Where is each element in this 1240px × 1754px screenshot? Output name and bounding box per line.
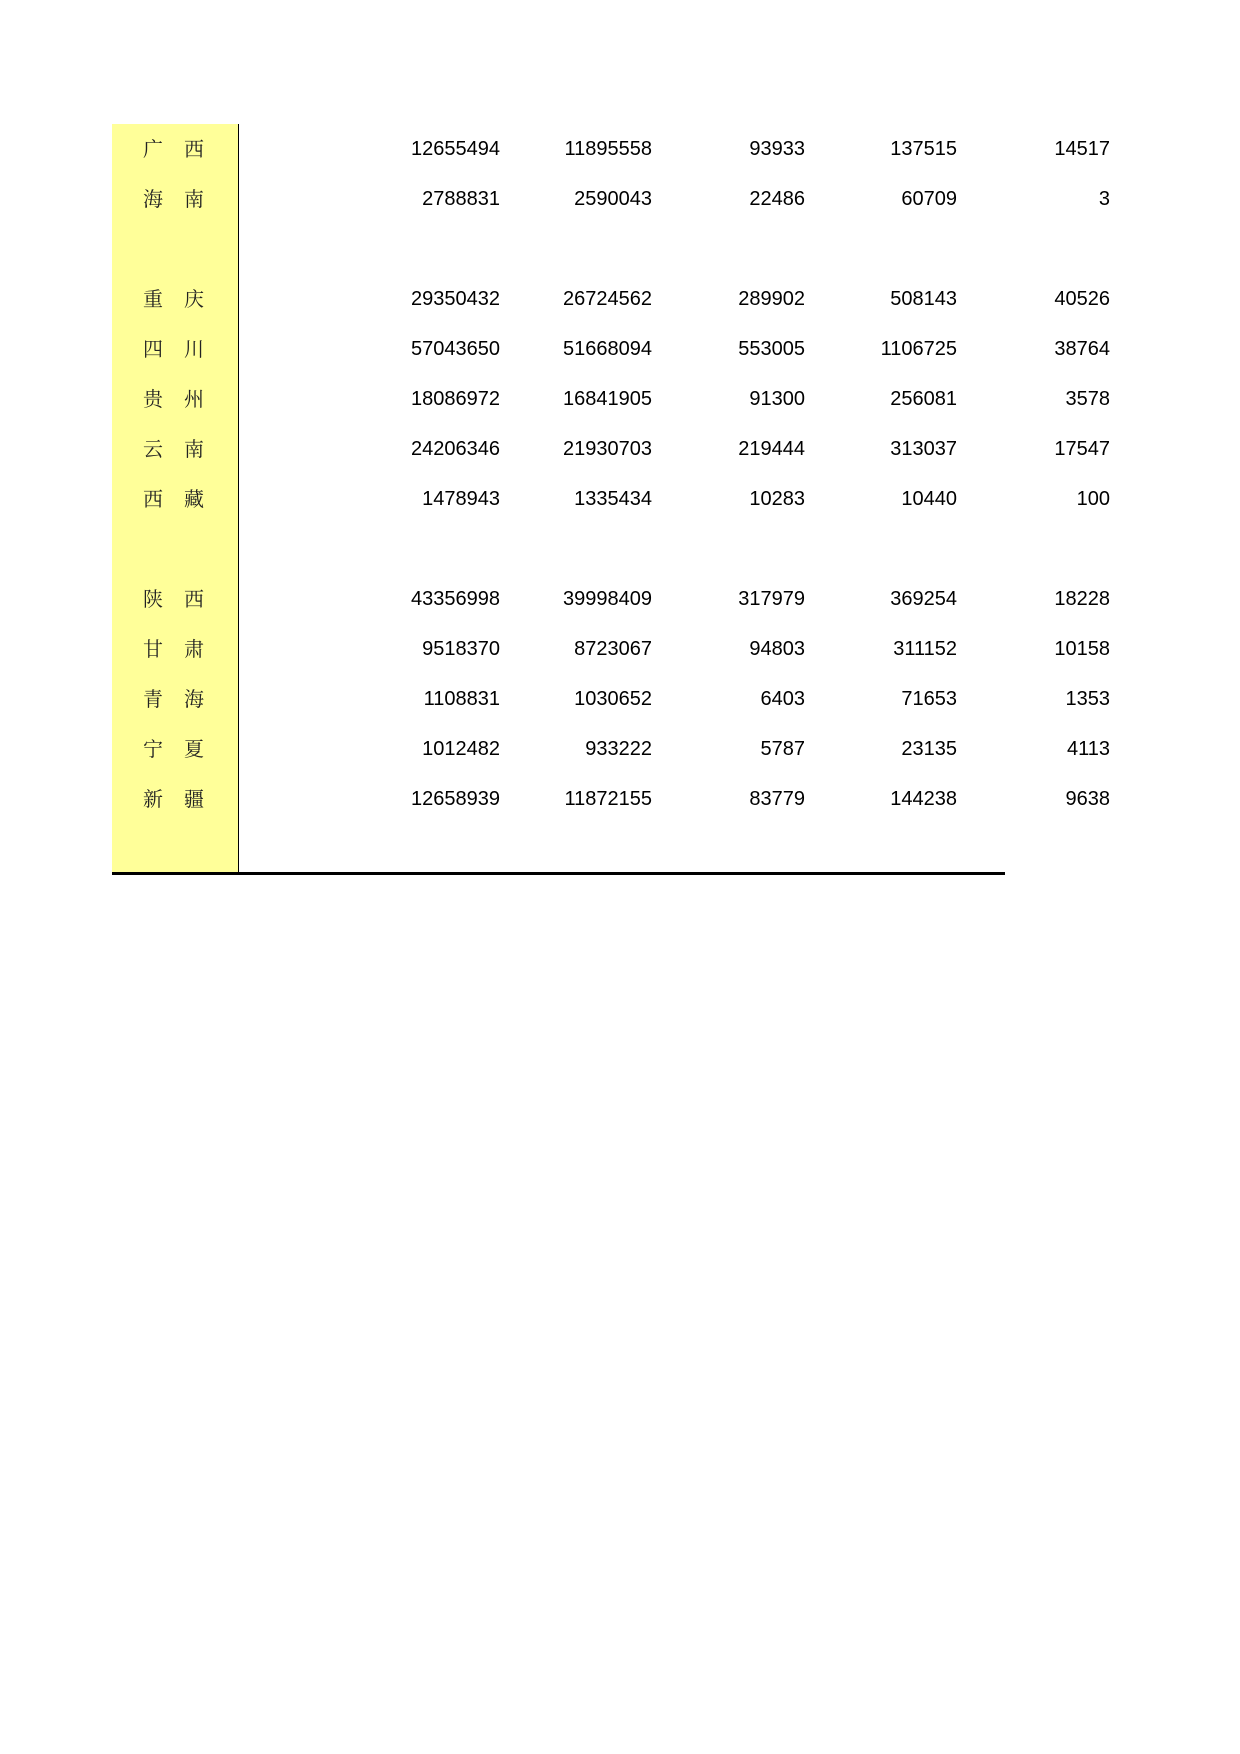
table-row <box>112 574 1110 624</box>
cell-col-5: 1353 <box>1065 688 1110 710</box>
region-char-1: 广 <box>143 137 163 161</box>
cell-col-2: 26724562 <box>563 288 652 310</box>
cell-col-4: 313037 <box>890 438 957 460</box>
table-row <box>112 624 1110 674</box>
table-body <box>112 124 1110 824</box>
cell-col-4: 1106725 <box>880 338 957 360</box>
cell-col-4: 144238 <box>890 788 957 810</box>
cell-col-1: 1012482 <box>422 738 500 760</box>
region-label <box>112 424 238 474</box>
table-row <box>112 374 1110 424</box>
cell-col-3: 93933 <box>749 138 805 160</box>
region-char-2: 庆 <box>184 287 204 311</box>
region-char-2: 肃 <box>184 637 204 661</box>
region-char-1: 贵 <box>143 387 163 411</box>
table-row <box>112 274 1110 324</box>
cell-col-4: 137515 <box>890 138 957 160</box>
cell-col-3: 289902 <box>738 288 805 310</box>
cell-col-3: 91300 <box>749 388 805 410</box>
region-char-1: 云 <box>143 437 163 461</box>
region-char-1: 宁 <box>143 737 163 761</box>
cell-col-2: 11872155 <box>564 788 652 810</box>
table-row <box>112 424 1110 474</box>
cell-col-2: 21930703 <box>563 438 652 460</box>
cell-col-5: 17547 <box>1054 438 1110 460</box>
table-row <box>112 124 1110 174</box>
region-label <box>112 374 238 424</box>
table-row <box>112 324 1110 374</box>
region-char-1: 海 <box>143 187 163 211</box>
cell-col-4: 508143 <box>890 288 957 310</box>
cell-col-5: 4113 <box>1066 738 1110 760</box>
cell-col-3: 553005 <box>738 338 805 360</box>
region-label <box>112 674 238 724</box>
cell-col-3: 317979 <box>738 588 805 610</box>
region-char-1: 甘 <box>143 637 163 661</box>
cell-col-1: 43356998 <box>411 588 500 610</box>
region-label <box>112 124 238 174</box>
cell-col-2: 933222 <box>585 738 652 760</box>
table-row <box>112 724 1110 774</box>
cell-col-4: 369254 <box>890 588 957 610</box>
cell-col-5: 38764 <box>1054 338 1110 360</box>
cell-col-2: 2590043 <box>574 188 652 210</box>
region-label <box>112 174 238 224</box>
cell-col-2: 16841905 <box>563 388 652 410</box>
region-char-2: 夏 <box>184 737 204 761</box>
cell-col-1: 24206346 <box>411 438 500 460</box>
table-row <box>112 474 1110 524</box>
cell-col-3: 22486 <box>749 188 805 210</box>
cell-col-3: 83779 <box>749 788 805 810</box>
cell-col-3: 10283 <box>749 488 805 510</box>
region-label <box>112 324 238 374</box>
cell-col-2: 1030652 <box>574 688 652 710</box>
cell-col-5: 100 <box>1076 488 1110 510</box>
region-char-2: 海 <box>184 687 204 711</box>
cell-col-2: 1335434 <box>574 488 652 510</box>
cell-col-4: 256081 <box>890 388 957 410</box>
cell-col-5: 40526 <box>1054 288 1110 310</box>
region-label <box>112 774 238 824</box>
spacer-row <box>112 224 1005 274</box>
table-bottom-border <box>112 872 1005 875</box>
cell-col-1: 9518370 <box>422 638 500 660</box>
table-row <box>112 774 1110 824</box>
cell-col-2: 8723067 <box>574 638 652 660</box>
cell-col-2: 11895558 <box>564 138 652 160</box>
cell-col-1: 1478943 <box>422 488 500 510</box>
region-char-2: 川 <box>184 337 204 361</box>
cell-col-1: 29350432 <box>411 288 500 310</box>
region-char-2: 州 <box>184 387 204 411</box>
cell-col-4: 10440 <box>901 488 957 510</box>
region-label <box>112 274 238 324</box>
cell-col-3: 6403 <box>760 688 805 710</box>
table-row <box>112 674 1110 724</box>
region-label <box>112 724 238 774</box>
region-label <box>112 574 238 624</box>
cell-col-2: 51668094 <box>563 338 652 360</box>
cell-col-3: 219444 <box>738 438 805 460</box>
cell-col-3: 5787 <box>760 738 805 760</box>
region-char-1: 新 <box>143 787 163 811</box>
cell-col-5: 14517 <box>1054 138 1110 160</box>
cell-col-2: 39998409 <box>563 588 652 610</box>
cell-col-3: 94803 <box>749 638 805 660</box>
region-label <box>112 624 238 674</box>
cell-col-5: 3 <box>1098 188 1110 210</box>
region-char-2: 西 <box>184 587 204 611</box>
spacer-row <box>112 524 1005 574</box>
cell-col-5: 18228 <box>1054 588 1110 610</box>
cell-col-1: 12655494 <box>411 138 500 160</box>
region-char-1: 重 <box>143 287 163 311</box>
cell-col-1: 1108831 <box>423 688 500 710</box>
region-char-1: 四 <box>143 337 163 361</box>
region-label <box>112 474 238 524</box>
table-row <box>112 174 1110 224</box>
cell-col-5: 9638 <box>1065 788 1110 810</box>
region-char-2: 疆 <box>184 787 204 811</box>
cell-col-1: 57043650 <box>411 338 500 360</box>
cell-col-5: 10158 <box>1054 638 1110 660</box>
cell-col-1: 12658939 <box>411 788 500 810</box>
region-char-1: 陕 <box>143 587 163 611</box>
cell-col-4: 60709 <box>901 188 957 210</box>
cell-col-1: 2788831 <box>422 188 500 210</box>
region-char-1: 青 <box>143 687 163 711</box>
cell-col-1: 18086972 <box>411 388 500 410</box>
cell-col-5: 3578 <box>1065 388 1110 410</box>
cell-col-4: 311152 <box>893 638 957 660</box>
region-char-2: 西 <box>184 137 204 161</box>
cell-col-4: 23135 <box>901 738 957 760</box>
region-char-2: 南 <box>184 187 204 211</box>
region-char-1: 西 <box>143 487 163 511</box>
region-char-2: 南 <box>184 437 204 461</box>
region-char-2: 藏 <box>184 487 204 511</box>
cell-col-4: 71653 <box>901 688 957 710</box>
